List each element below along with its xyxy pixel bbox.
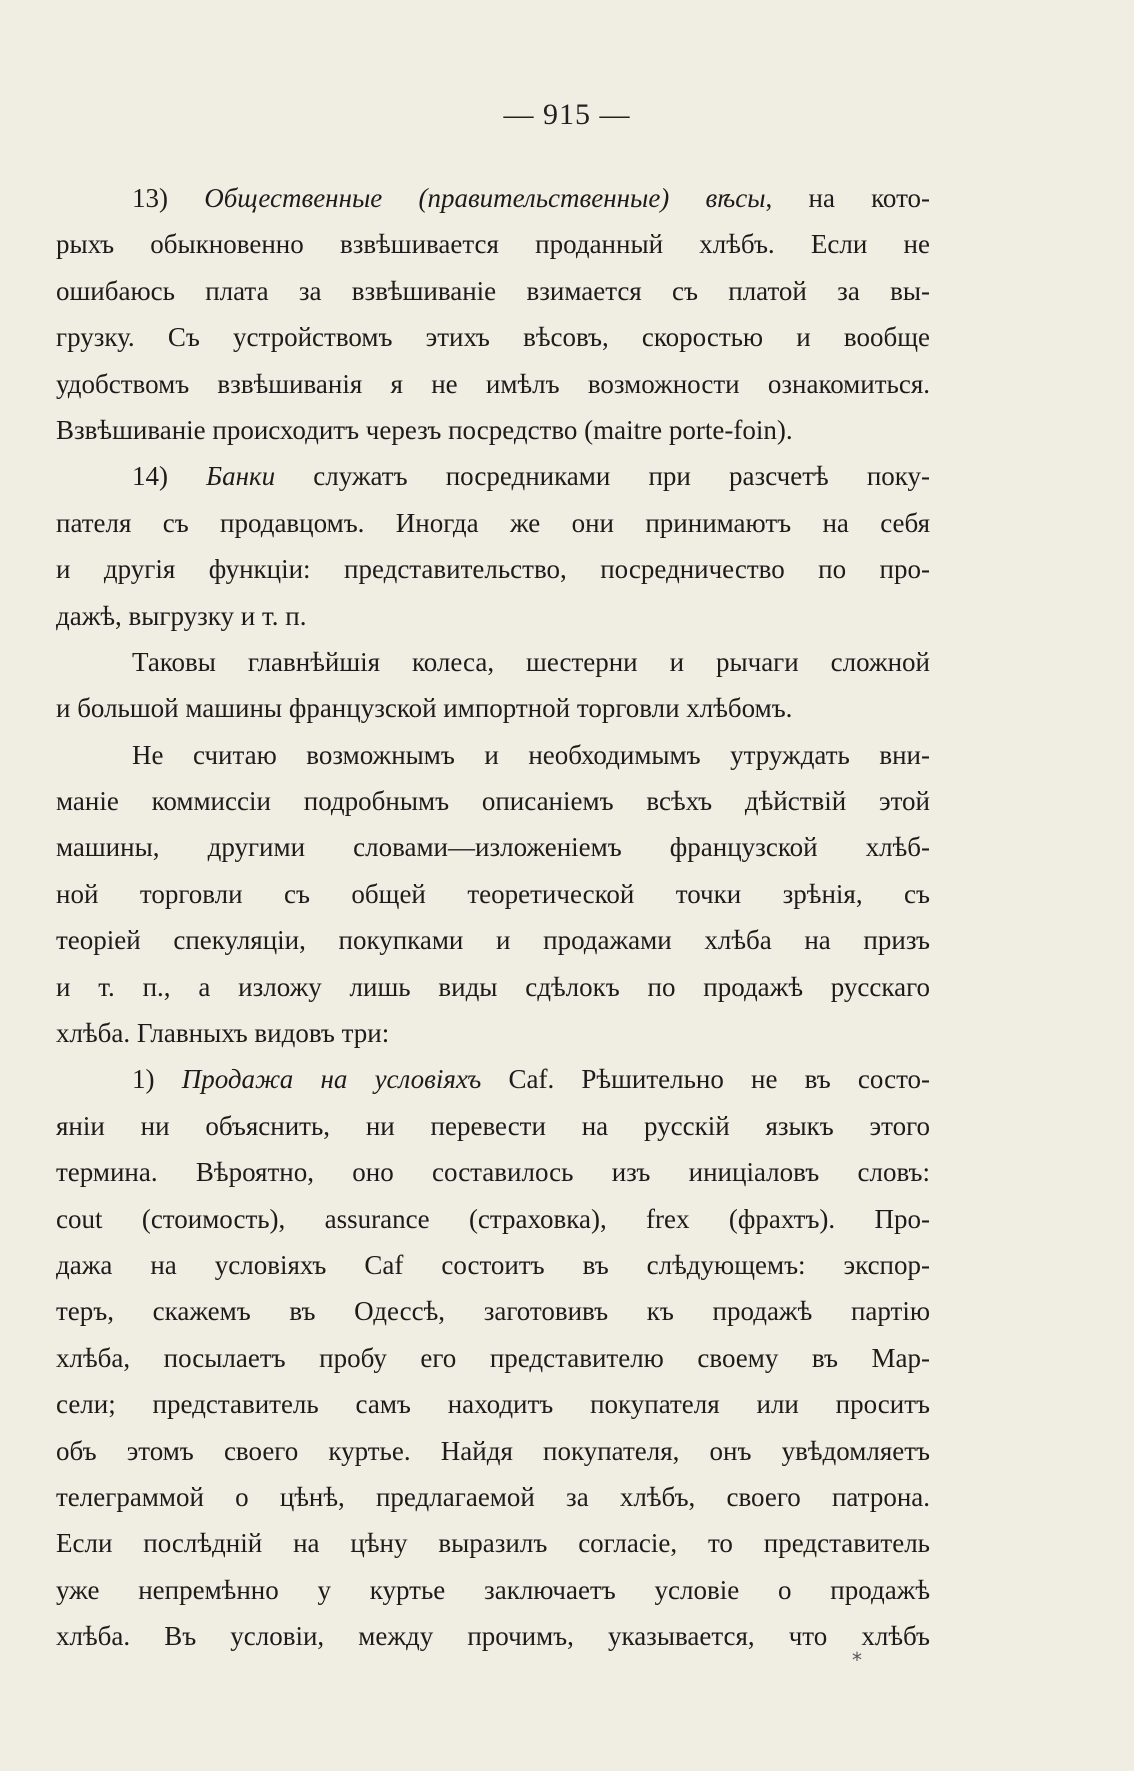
text-segment: хлѣба. Главныхъ видовъ три:	[56, 1018, 390, 1049]
text-segment: грузку. Съ устройствомъ этихъ вѣсовъ, скоростью и вообще	[56, 322, 930, 353]
text-segment: объ этомъ своего куртье. Найдя покупателя, онъ увѣдомляетъ	[56, 1435, 930, 1466]
text-segment: хлѣба, посылаетъ пробу его представителю своему въ Мар-	[56, 1342, 930, 1373]
text-segment: 14)	[132, 461, 207, 492]
text-line	[56, 268, 930, 314]
text-line	[56, 1103, 930, 1149]
text-line	[56, 639, 930, 685]
text-segment: телеграммой о цѣнѣ, предлагаемой за хлѣбъ, своего патрона.	[56, 1481, 930, 1512]
body-text	[56, 175, 930, 1660]
text-line	[56, 1056, 930, 1102]
text-line	[56, 685, 930, 731]
text-line	[56, 917, 930, 963]
text-line	[56, 1242, 930, 1288]
text-line	[56, 314, 930, 360]
text-segment: хлѣба. Въ условіи, между прочимъ, указывается, что хлѣбъ	[56, 1621, 930, 1652]
text-line	[56, 546, 930, 592]
text-segment: пателя съ продавцомъ. Иногда же они принимаютъ на себя	[56, 507, 930, 538]
text-segment: теоріей спекуляціи, покупками и продажами хлѣба на призъ	[56, 925, 930, 956]
text-segment: теръ, скажемъ въ Одессѣ, заготовивъ къ продажѣ партію	[56, 1296, 930, 1327]
italic-heading: Общественные (правительственные) вѣсы	[204, 183, 766, 213]
text-line	[56, 1010, 930, 1056]
text-segment: уже непремѣнно у куртье заключаетъ условіе о продажѣ	[56, 1574, 930, 1605]
italic-heading: Банки	[206, 461, 276, 492]
text-line	[56, 453, 930, 499]
text-segment: дажѣ, выгрузку и т. п.	[56, 600, 307, 631]
text-line	[56, 732, 930, 778]
text-line	[56, 1474, 930, 1520]
text-line	[56, 500, 930, 546]
text-segment: 1)	[132, 1064, 182, 1095]
text-segment: 13)	[132, 183, 205, 213]
text-segment: ной торговли съ общей теоретической точки зрѣнія, съ	[56, 878, 930, 909]
text-line	[56, 1335, 930, 1381]
text-segment: ошибаюсь плата за взвѣшиваніе взимается съ платой за вы-	[56, 275, 930, 306]
text-segment: сели; представитель самъ находитъ покупателя или проситъ	[56, 1389, 930, 1420]
text-line	[56, 1381, 930, 1427]
italic-heading: Продажа на условіяхъ	[181, 1064, 482, 1095]
text-line	[56, 1567, 930, 1613]
text-line	[56, 1613, 930, 1659]
text-line	[56, 175, 930, 221]
footer-mark: *	[852, 1648, 862, 1672]
text-segment: термина. Вѣроятно, оно составилось изъ иниціаловъ словъ:	[56, 1157, 930, 1188]
text-segment: cout (стоимость), assurance (страховка), frex (фрахтъ). Про-	[56, 1203, 930, 1234]
text-segment: рыхъ обыкновенно взвѣшивается проданный хлѣбъ. Если не	[56, 229, 930, 260]
text-line	[56, 221, 930, 267]
text-segment: Caf. Рѣшительно не въ состо-	[481, 1064, 930, 1095]
text-segment: яніи ни объяснить, ни перевести на русскій языкъ этого	[56, 1110, 930, 1141]
text-line	[56, 1428, 930, 1474]
text-line	[56, 1196, 930, 1242]
text-segment: служатъ посредниками при разсчетѣ поку-	[275, 461, 930, 492]
text-line	[56, 1149, 930, 1195]
text-line	[56, 1288, 930, 1334]
text-line	[56, 778, 930, 824]
text-line	[56, 964, 930, 1010]
text-segment: машины, другими словами—изложеніемъ французской хлѣб-	[56, 832, 930, 863]
text-segment: и большой машины французской импортной торговли хлѣбомъ.	[56, 693, 793, 724]
text-segment: Если послѣдній на цѣну выразилъ согласіе, то представитель	[56, 1528, 930, 1559]
text-segment: Не считаю возможнымъ и необходимымъ утруждать вни-	[132, 739, 930, 770]
text-line	[56, 871, 930, 917]
text-segment: и другія функціи: представительство, посредничество по про-	[56, 554, 930, 585]
text-segment: удобствомъ взвѣшиванія я не имѣлъ возможности ознакомиться.	[56, 368, 930, 399]
text-line	[56, 361, 930, 407]
text-segment: Взвѣшиваніе происходитъ черезъ посредство (maitre porte-foin).	[56, 414, 793, 445]
text-segment: маніе коммиссіи подробнымъ описаніемъ всѣхъ дѣйствій этой	[56, 786, 930, 817]
text-line	[56, 1520, 930, 1566]
page-number: — 915 —	[503, 98, 631, 131]
text-segment: и т. п., а изложу лишь виды сдѣлокъ по продажѣ русскаго	[56, 971, 930, 1002]
text-segment: , на кото-	[765, 183, 930, 213]
text-line	[56, 593, 930, 639]
text-line	[56, 407, 930, 453]
text-segment: дажа на условіяхъ Caf состоитъ въ слѣдующемъ: экспор-	[56, 1249, 930, 1280]
text-line	[56, 824, 930, 870]
text-segment: Таковы главнѣйшія колеса, шестерни и рычаги сложной	[132, 646, 930, 677]
